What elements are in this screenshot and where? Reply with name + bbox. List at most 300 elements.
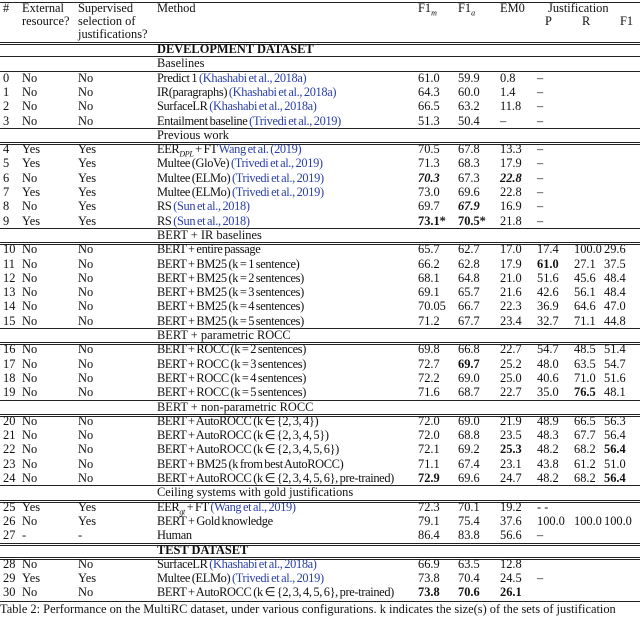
rule [0, 543, 640, 546]
method-name: BERT + BM25 (k = 5 sentences) [157, 313, 304, 328]
cell-em0: 16.9 [500, 199, 522, 214]
cell-f1a: 60.0 [458, 84, 480, 99]
cell-just-p: 48.2 [537, 471, 559, 485]
cell-just-f1: 54.7 [604, 356, 626, 371]
table-row [0, 242, 640, 256]
method-name: SurfaceLR [157, 556, 210, 571]
cell-f1a: 50.4 [458, 113, 480, 128]
section-heading: Ceiling systems with gold justifications [157, 485, 354, 500]
cell-f1a: 62.7 [458, 242, 480, 257]
method-name: IR(paragraphs) [157, 84, 229, 99]
cell-em0: 22.3 [500, 299, 522, 314]
cell-just-p: 61.0 [537, 256, 559, 271]
method [157, 457, 343, 471]
header-method: Method [157, 1, 196, 15]
supervised-selection: - [78, 528, 83, 543]
cell-f1m: 72.7 [418, 356, 440, 371]
cell-f1m: 72.3 [418, 499, 440, 514]
cell-f1m: 71.1 [418, 456, 440, 471]
method [157, 428, 329, 442]
cell-f1m: 72.2 [418, 370, 440, 385]
method-name: BERT + ROCC (k = 3 sentences) [157, 356, 306, 371]
method [157, 314, 304, 328]
cell-just-r: 100.0 [574, 242, 602, 257]
supervised-selection: No [78, 242, 94, 257]
cell-just-p: 48.0 [537, 356, 559, 371]
cell-just-r: 68.2 [574, 471, 596, 485]
cell-just-p: – [537, 528, 544, 543]
cell-em0: 17.9 [500, 156, 522, 171]
method-name: Multee (ELMo) [157, 571, 232, 586]
method-name: EER [157, 499, 180, 514]
method [157, 214, 250, 228]
external-resource: No [22, 170, 38, 185]
method [157, 199, 250, 213]
header-f1a-sub: a [471, 8, 476, 18]
cell-just-p: 32.7 [537, 313, 559, 328]
row-number: 2 [3, 99, 10, 114]
cell-f1a: 69.7 [458, 356, 480, 371]
table-row [0, 342, 640, 356]
method-name: RS [157, 213, 174, 228]
cell-f1m: 70.3 [418, 170, 440, 185]
supervised-selection: Yes [78, 185, 97, 199]
supervised-selection: No [78, 70, 94, 85]
row-number: 9 [3, 213, 10, 228]
cell-just-p: – [537, 84, 544, 99]
header-f1m [418, 1, 437, 18]
row-number: 5 [3, 156, 10, 171]
method [157, 142, 302, 159]
row-number: 10 [3, 242, 16, 257]
cell-em0: 23.1 [500, 456, 522, 471]
method [157, 585, 394, 599]
cell-f1a: 68.7 [458, 385, 480, 400]
cell-f1a: 83.8 [458, 528, 480, 543]
external-resource: Yes [22, 571, 41, 586]
cell-em0: 56.6 [500, 528, 522, 543]
cell-just-r: 67.7 [574, 428, 596, 443]
cell-em0: 23.4 [500, 313, 522, 328]
cell-just-p: – [537, 99, 544, 114]
supervised-selection: Yes [78, 170, 97, 185]
method-name: SurfaceLR [157, 99, 210, 114]
external-resource: No [22, 556, 38, 571]
table-row [0, 185, 640, 199]
cell-f1m: 73.8 [418, 585, 440, 600]
cell-em0: 37.6 [500, 513, 522, 528]
cell-f1m: 72.0 [418, 413, 440, 428]
external-resource: No [22, 471, 38, 485]
external-resource: No [22, 313, 38, 328]
method-name: BERT + AutoROCC (k ∈ {2, 3, 4}) [157, 413, 319, 428]
row-number: 1 [3, 84, 10, 99]
cell-just-p: 42.6 [537, 285, 559, 300]
method [157, 156, 323, 170]
row-number: 15 [3, 313, 16, 328]
cell-f1m: 72.1 [418, 442, 440, 457]
cell-just-r: 71.0 [574, 370, 596, 385]
cell-f1a: 67.8 [458, 142, 480, 157]
cell-em0: 21.8 [500, 213, 522, 228]
external-resource: No [22, 442, 38, 457]
rule [0, 400, 640, 401]
table-row [0, 214, 640, 228]
cell-just-f1: 48.1 [604, 385, 626, 400]
cell-f1a: 69.0 [458, 370, 480, 385]
row-number: 25 [3, 499, 16, 514]
external-resource: No [22, 413, 38, 428]
cell-just-r: 66.5 [574, 413, 596, 428]
header-r: R [582, 14, 591, 28]
header-f1m-sub: m [431, 8, 437, 18]
cell-f1a: 65.7 [458, 285, 480, 300]
supervised-selection: No [78, 471, 94, 485]
row-number: 4 [3, 142, 10, 157]
cell-em0: 0.8 [500, 70, 516, 85]
method [157, 371, 306, 385]
method-name: BERT + ROCC (k = 4 sentences) [157, 370, 306, 385]
supervised-selection: Yes [78, 199, 97, 214]
header-supervised-3: justifications? [78, 27, 148, 41]
cell-em0: 12.8 [500, 556, 522, 571]
table-caption: Table 2: Performance on the MultiRC dataset, under various configurations. k indicates the size(s) of the sets of justification [0, 602, 616, 616]
section-heading: TEST DATASET [157, 542, 249, 557]
cell-just-p: 43.8 [537, 456, 559, 471]
cell-just-r: 76.5 [574, 385, 596, 400]
rule [0, 42, 640, 45]
supervised-selection: Yes [78, 513, 97, 528]
cell-em0: 22.7 [500, 342, 522, 357]
cell-f1a: 62.8 [458, 256, 480, 271]
supervised-selection: No [78, 313, 94, 328]
method-name: BERT + ROCC (k = 2 sentences) [157, 342, 306, 357]
cell-just-r: 71.1 [574, 313, 596, 328]
cell-just-f1: 56.4 [604, 442, 626, 457]
row-number: 26 [3, 513, 16, 528]
cell-f1m: 68.1 [418, 270, 440, 285]
cell-just-p: – [537, 213, 544, 228]
external-resource: No [22, 256, 38, 271]
cell-f1a: 70.1 [458, 499, 480, 514]
rule [0, 228, 640, 229]
method [157, 528, 192, 542]
cell-f1m: 86.4 [418, 528, 440, 543]
external-resource: Yes [22, 499, 41, 514]
row-number: 7 [3, 185, 10, 199]
cell-em0: 24.7 [500, 471, 522, 485]
citation: (Trivedi et al., 2019) [232, 185, 324, 199]
citation: (Khashabi et al., 2018a) [209, 556, 317, 571]
cell-em0: 21.0 [500, 270, 522, 285]
cell-just-r: 56.1 [574, 285, 596, 300]
cell-f1a: 59.9 [458, 70, 480, 85]
method [157, 499, 296, 517]
cell-just-p: 48.2 [537, 442, 559, 457]
method [157, 342, 306, 356]
header-em0: EM0 [500, 1, 525, 15]
table-row [0, 357, 640, 371]
section-heading: BERT + parametric ROCC [157, 328, 291, 342]
row-number: 30 [3, 585, 16, 600]
citation: Wang et al. (2019) [218, 142, 302, 157]
external-resource: No [22, 356, 38, 371]
row-number: 23 [3, 456, 16, 471]
table-row [0, 142, 640, 159]
row-number: 6 [3, 170, 10, 185]
supervised-selection: No [78, 556, 94, 571]
header-justification: Justification [548, 1, 609, 15]
external-resource: No [22, 428, 38, 443]
cell-f1a: 69.6 [458, 471, 480, 485]
section-heading: BERT + IR baselines [157, 227, 262, 242]
external-resource: No [22, 270, 38, 285]
citation: (Trivedi et al., 2019) [232, 170, 324, 185]
method-name: BERT + BM25 (k = 1 sentence) [157, 256, 300, 271]
header-external-1: External [22, 1, 64, 15]
cell-just-r: 45.6 [574, 270, 596, 285]
table-row [0, 171, 640, 185]
cell-f1m: 73.8 [418, 571, 440, 586]
method [157, 357, 306, 371]
method-suffix: + FT [193, 142, 219, 157]
cell-em0: 17.9 [500, 256, 522, 271]
method-suffix: + FT [184, 499, 211, 514]
cell-em0: – [500, 113, 507, 128]
cell-just-f1: 100.0 [604, 513, 632, 528]
supervised-selection: No [78, 428, 94, 443]
citation: (Sun et al., 2018) [173, 213, 250, 228]
header-f1a-text: F1 [458, 1, 472, 15]
cell-just-f1: 37.5 [604, 256, 626, 271]
external-resource: No [22, 285, 38, 300]
method-name: EER [157, 142, 180, 157]
table-row [0, 271, 640, 285]
header-supervised-1: Supervised [78, 1, 134, 15]
cell-just-p: 48.3 [537, 428, 559, 443]
method-name: Human [157, 528, 192, 543]
supervised-selection: Yes [78, 571, 97, 586]
row-number: 18 [3, 370, 16, 385]
cell-em0: 1.4 [500, 84, 516, 99]
method-name: BERT + BM25 (k = 2 sentences) [157, 270, 304, 285]
cell-f1a: 67.9 [458, 199, 480, 214]
cell-em0: 24.5 [500, 571, 522, 586]
supervised-selection: No [78, 299, 94, 314]
cell-just-p: 40.6 [537, 370, 559, 385]
header-f1: F1 [620, 14, 634, 28]
cell-f1m: 71.6 [418, 385, 440, 400]
cell-em0: 11.8 [500, 99, 522, 114]
method-name: BERT + BM25 (k = 3 sentences) [157, 285, 304, 300]
cell-f1a: 68.3 [458, 156, 480, 171]
table-row [0, 514, 640, 528]
citation: (Trivedi et al., 2019) [232, 571, 324, 586]
method-name: BERT + AutoROCC (k ∈ {2, 3, 4, 5}) [157, 428, 329, 443]
method [157, 557, 317, 571]
method [157, 85, 336, 99]
cell-em0: 22.7 [500, 385, 522, 400]
supervised-selection: Yes [78, 142, 97, 157]
cell-just-f1: 51.4 [604, 342, 626, 357]
header-num: # [3, 1, 10, 15]
cell-just-f1: 44.8 [604, 313, 626, 328]
row-number: 16 [3, 342, 16, 357]
cell-f1a: 69.6 [458, 185, 480, 199]
row-number: 0 [3, 70, 10, 85]
table-row [0, 314, 640, 328]
external-resource: No [22, 342, 38, 357]
method-name: RS [157, 199, 174, 214]
row-number: 20 [3, 413, 16, 428]
section-heading: DEVELOPMENT DATASET [157, 42, 314, 56]
cell-f1m: 72.9 [418, 471, 440, 485]
external-resource: No [22, 456, 38, 471]
cell-just-r: 61.2 [574, 456, 596, 471]
supervised-selection: No [78, 342, 94, 357]
external-resource: No [22, 513, 38, 528]
table-row [0, 528, 640, 542]
cell-em0: 23.5 [500, 428, 522, 443]
cell-just-r: 63.5 [574, 356, 596, 371]
method [157, 114, 341, 128]
cell-just-f1: 51.0 [604, 456, 626, 471]
row-number: 17 [3, 356, 16, 371]
row-number: 3 [3, 113, 10, 128]
method [157, 299, 304, 313]
cell-f1m: 69.1 [418, 285, 440, 300]
header-external-2: resource? [22, 14, 70, 28]
cell-f1a: 63.2 [458, 99, 480, 114]
header-supervised-2: selection of [78, 14, 136, 28]
cell-f1m: 66.9 [418, 556, 440, 571]
cell-f1m: 70.05 [418, 299, 446, 314]
cell-just-f1: 29.6 [604, 242, 626, 257]
cell-f1m: 64.3 [418, 84, 440, 99]
supervised-selection: No [78, 84, 94, 99]
external-resource: No [22, 70, 38, 85]
cell-f1m: 51.3 [418, 113, 440, 128]
cell-f1m: 73.0 [418, 185, 440, 199]
cell-em0: 21.6 [500, 285, 522, 300]
method [157, 71, 306, 85]
cell-f1a: 66.7 [458, 299, 480, 314]
supervised-selection: No [78, 113, 94, 128]
cell-just-p: – [537, 156, 544, 171]
cell-just-p: 100.0 [537, 513, 565, 528]
supervised-selection: No [78, 356, 94, 371]
method [157, 171, 324, 185]
cell-just-p: 36.9 [537, 299, 559, 314]
external-resource: No [22, 585, 38, 600]
cell-f1m: 66.2 [418, 256, 440, 271]
cell-f1a: 67.7 [458, 313, 480, 328]
cell-just-r: 64.6 [574, 299, 596, 314]
supervised-selection: No [78, 256, 94, 271]
cell-just-p: – [537, 571, 544, 586]
citation: (Wang et al., 2019) [210, 499, 296, 514]
table-row [0, 257, 640, 271]
supervised-selection: No [78, 442, 94, 457]
table-row [0, 557, 640, 571]
external-resource: Yes [22, 142, 41, 157]
citation: (Sun et al., 2018) [173, 199, 250, 214]
table-row [0, 371, 640, 385]
citation: (Trivedi et al., 2019) [249, 113, 341, 128]
supervised-selection: No [78, 285, 94, 300]
row-number: 27 [3, 528, 16, 543]
supervised-selection: No [78, 99, 94, 114]
table-row [0, 114, 640, 128]
cell-f1a: 66.8 [458, 342, 480, 357]
supervised-selection: No [78, 270, 94, 285]
cell-f1a: 68.8 [458, 428, 480, 443]
cell-just-p: - - [537, 499, 549, 514]
cell-just-f1: 56.4 [604, 428, 626, 443]
method [157, 257, 299, 271]
method-name: BERT + BM25 (k = 4 sentences) [157, 299, 304, 314]
table-row [0, 285, 640, 299]
cell-f1m: 69.7 [418, 199, 440, 214]
cell-f1a: 67.3 [458, 170, 480, 185]
rule [0, 56, 640, 57]
row-number: 8 [3, 199, 10, 214]
method [157, 185, 324, 199]
cell-f1a: 75.4 [458, 513, 480, 528]
supervised-selection: No [78, 456, 94, 471]
method-subscript: DPL [179, 149, 194, 159]
cell-just-p: 48.9 [537, 413, 559, 428]
cell-just-f1: 51.6 [604, 370, 626, 385]
section-heading: BERT + non-parametric ROCC [157, 399, 314, 414]
cell-just-p: – [537, 199, 544, 214]
cell-em0: 25.0 [500, 370, 522, 385]
supervised-selection: No [78, 585, 94, 600]
method [157, 99, 317, 113]
citation: (Khashabi et al., 2018a) [228, 84, 337, 99]
cell-just-r: 68.2 [574, 442, 596, 457]
external-resource: No [22, 113, 38, 128]
method-name: Predict 1 [157, 70, 199, 85]
external-resource: No [22, 84, 38, 99]
cell-em0: 21.9 [500, 413, 522, 428]
external-resource: No [22, 385, 38, 400]
rule [0, 128, 640, 129]
header-p: P [545, 14, 552, 28]
table-row [0, 71, 640, 85]
rule [0, 328, 640, 329]
external-resource: No [22, 199, 38, 214]
method-name: Entailment baseline [157, 113, 250, 128]
method [157, 385, 306, 399]
cell-just-r: 48.5 [574, 342, 596, 357]
header-f1m-text: F1 [418, 1, 432, 15]
cell-f1a: 70.6 [458, 585, 480, 600]
cell-f1a: 69.2 [458, 442, 480, 457]
cell-f1m: 66.5 [418, 99, 440, 114]
method-name: BERT + AutoROCC (k ∈ {2, 3, 4, 5, 6}) [157, 442, 339, 457]
supervised-selection: Yes [78, 156, 97, 171]
table-row [0, 414, 640, 428]
external-resource: No [22, 242, 38, 257]
cell-em0: 22.8 [500, 185, 522, 199]
cell-f1a: 64.8 [458, 270, 480, 285]
table-row [0, 299, 640, 313]
table-row [0, 457, 640, 471]
cell-f1m: 61.0 [418, 70, 440, 85]
method-name: Multee (ELMo) [157, 185, 232, 199]
row-number: 24 [3, 471, 16, 485]
